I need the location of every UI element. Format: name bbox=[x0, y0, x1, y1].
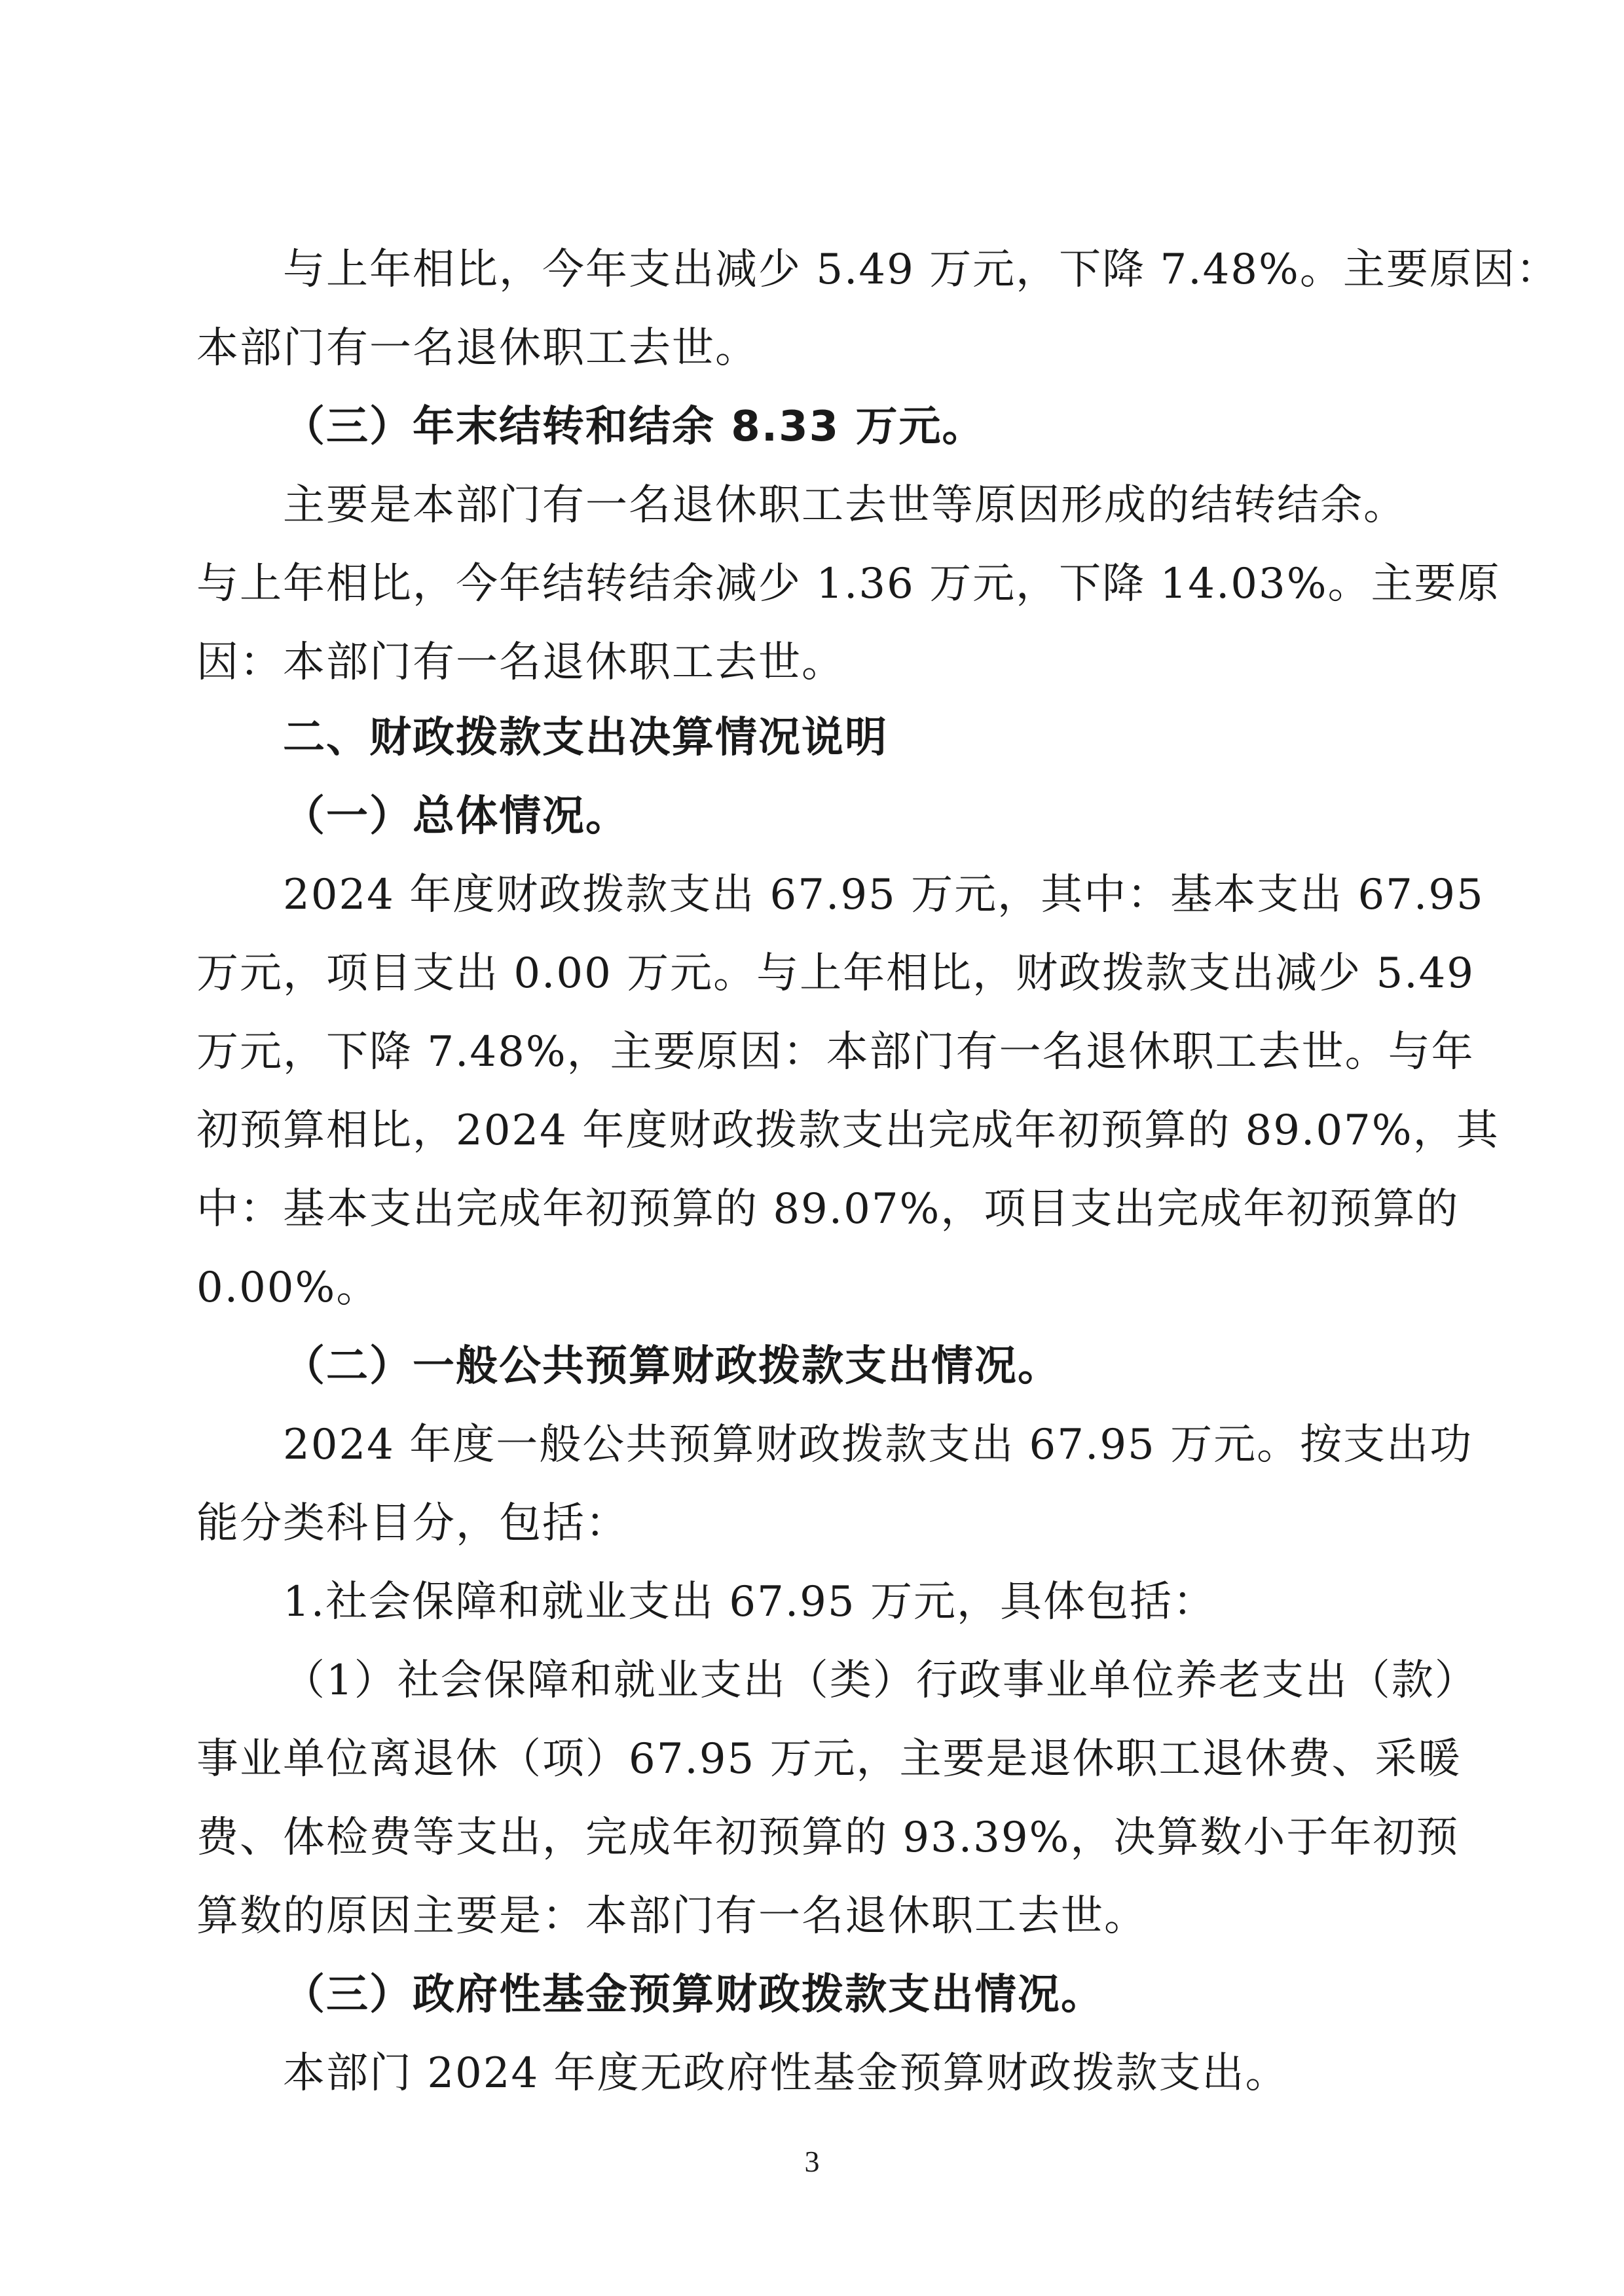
body-text-line: 2024 年度财政拨款支出 67.95 万元，其中：基本支出 67.95 bbox=[283, 871, 1485, 919]
body-text-line: 中：基本支出完成年初预算的 89.07%，项目支出完成年初预算的 bbox=[196, 1185, 1460, 1233]
body-text-line: 万元，项目支出 0.00 万元。与上年相比，财政拨款支出减少 5.49 bbox=[196, 949, 1475, 998]
section-heading: （二）一般公共预算财政拨款支出情况。 bbox=[283, 1342, 1061, 1391]
body-text-line: 本部门有一名退休职工去世。 bbox=[196, 324, 758, 373]
body-text-line: 与上年相比，今年支出减少 5.49 万元，下降 7.48%。主要原因： bbox=[283, 246, 1559, 294]
chapter-heading: 二、财政拨款支出决算情况说明 bbox=[283, 714, 888, 762]
body-text-line: 0.00%。 bbox=[196, 1264, 380, 1312]
section-heading: （三）政府性基金预算财政拨款支出情况。 bbox=[283, 1971, 1104, 2019]
section-heading: （三）年末结转和结余 8.33 万元。 bbox=[283, 403, 986, 451]
body-text-line: （1）社会保障和就业支出（类）行政事业单位养老支出（款） bbox=[283, 1656, 1478, 1705]
body-text-line: 事业单位离退休（项）67.95 万元，主要是退休职工退休费、采暖 bbox=[196, 1735, 1462, 1783]
body-text-line: 1.社会保障和就业支出 67.95 万元，具体包括： bbox=[283, 1578, 1216, 1626]
body-text-line: 主要是本部门有一名退休职工去世等原因形成的结转结余。 bbox=[283, 481, 1407, 530]
body-text-line: 费、体检费等支出，完成年初预算的 93.39%，决算数小于年初预 bbox=[196, 1813, 1460, 1862]
body-text-line: 本部门 2024 年度无政府性基金预算财政拨款支出。 bbox=[283, 2049, 1289, 2098]
section-heading: （一）总体情况。 bbox=[283, 792, 629, 841]
body-text-line: 与上年相比，今年结转结余减少 1.36 万元，下降 14.03%。主要原 bbox=[196, 560, 1501, 608]
body-text-line: 能分类科目分，包括： bbox=[196, 1499, 629, 1548]
page-number: 3 bbox=[804, 2145, 820, 2178]
body-text-line: 因：本部门有一名退休职工去世。 bbox=[196, 638, 845, 687]
body-text-line: 初预算相比，2024 年度财政拨款支出完成年初预算的 89.07%，其 bbox=[196, 1106, 1500, 1155]
body-text-line: 万元，下降 7.48%，主要原因：本部门有一名退休职工去世。与年 bbox=[196, 1028, 1475, 1076]
body-text-line: 算数的原因主要是：本部门有一名退休职工去世。 bbox=[196, 1892, 1147, 1941]
body-text-line: 2024 年度一般公共预算财政拨款支出 67.95 万元。按支出功 bbox=[283, 1421, 1473, 1469]
